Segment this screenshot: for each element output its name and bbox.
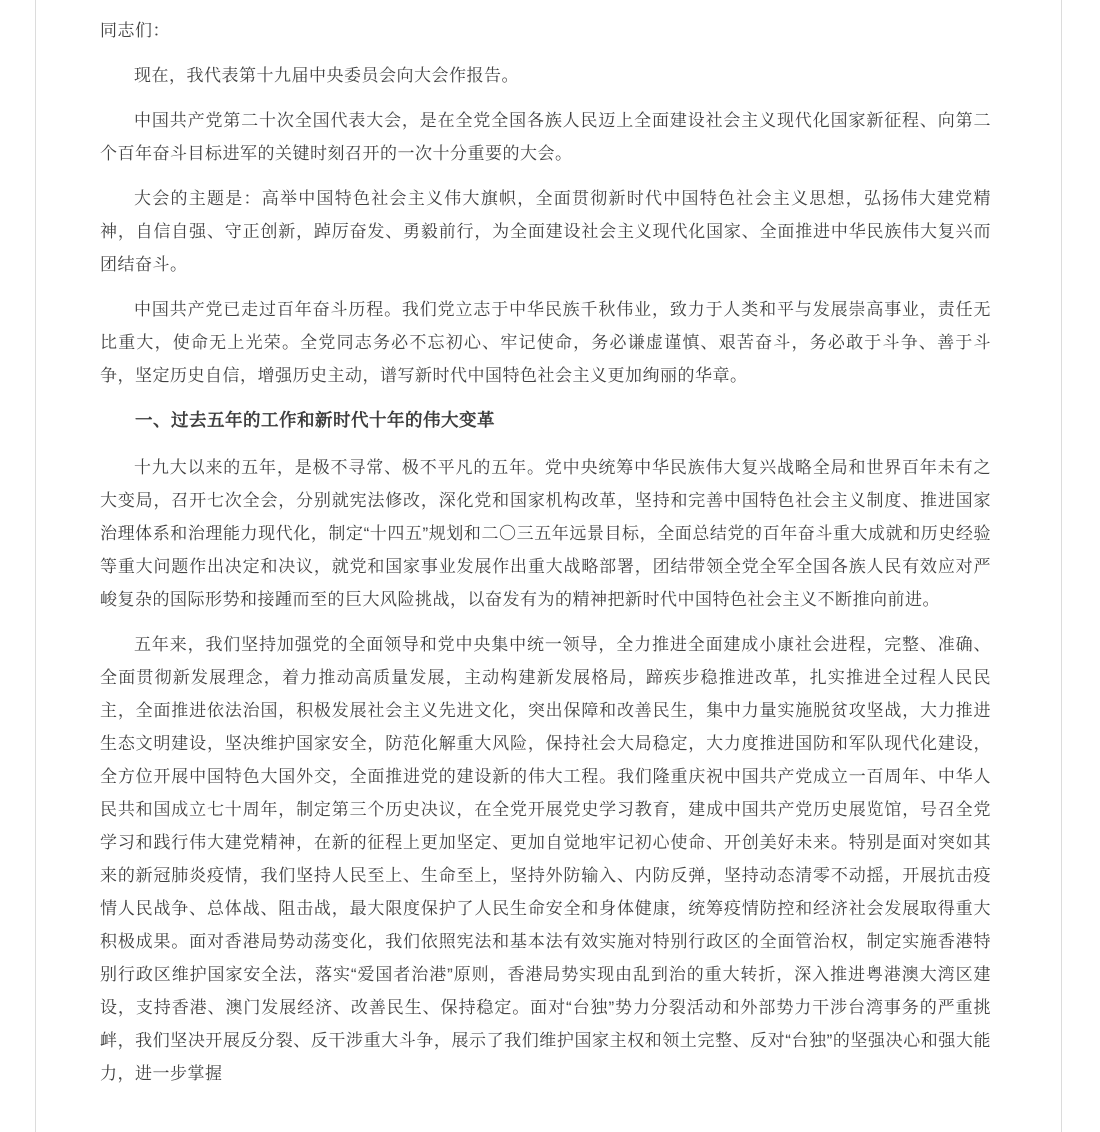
paragraph-century-journey: 中国共产党已走过百年奋斗历程。我们党立志于中华民族千秋伟业，致力于人类和平与发展崇高事业，责任无比重大，使命无上光荣。全党同志务必不忘初心、牢记使命，务必谦虚谨慎、艰苦奋斗，务必敢于斗争、善于斗争，坚定历史自信，增强历史主动，谱写新时代中国特色社会主义更加绚丽的华章。 [100,300,991,385]
paragraph-congress-theme: 大会的主题是：高举中国特色社会主义伟大旗帜，全面贯彻新时代中国特色社会主义思想，弘扬伟大建党精神，自信自强、守正创新，踔厉奋发、勇毅前行，为全面建设社会主义现代化国家、全面推进中华民族伟大复兴而团结奋斗。 [100,189,991,274]
document-page [35,0,1062,1132]
paragraph-five-years-overview: 十九大以来的五年，是极不寻常、极不平凡的五年。党中央统筹中华民族伟大复兴战略全局和世界百年未有之大变局，召开七次全会，分别就宪法修改，深化党和国家机构改革，坚持和完善中国特色社会主义制度、推进国家治理体系和治理能力现代化，制定“十四五”规划和二〇三五年远景目标，全面总结党的百年奋斗重大成就和历史经验等重大问题作出决定和决议，就党和国家事业发展作出重大战略部署，团结带领全党全军全国各族人民有效应对严峻复杂的国际形势和接踵而至的巨大风险挑战，以奋发有为的精神把新时代中国特色社会主义不断推向前进。 [100,458,991,609]
salutation: 同志们： [100,21,170,40]
paragraph-report-intro: 现在，我代表第十九届中央委员会向大会作报告。 [134,66,519,85]
section-heading-part-one: 一、过去五年的工作和新时代十年的伟大变革 [135,410,495,430]
paragraph-congress-significance: 中国共产党第二十次全国代表大会，是在全党全国各族人民迈上全面建设社会主义现代化国家新征程、向第二个百年奋斗目标进军的关键时刻召开的一次十分重要的大会。 [100,111,991,163]
paragraph-five-years-achievements: 五年来，我们坚持加强党的全面领导和党中央集中统一领导，全力推进全面建成小康社会进程，完整、准确、全面贯彻新发展理念，着力推动高质量发展，主动构建新发展格局，蹄疾步稳推进改革，扎实推进全过程人民民主，全面推进依法治国，积极发展社会主义先进文化，突出保障和改善民生，集中力量实施脱贫攻坚战，大力推进生态文明建设，坚决维护国家安全，防范化解重大风险，保持社会大局稳定，大力度推进国防和军队现代化建设，全方位开展中国特色大国外交，全面推进党的建设新的伟大工程。我们隆重庆祝中国共产党成立一百周年、中华人民共和国成立七十周年，制定第三个历史决议，在全党开展党史学习教育，建成中国共产党历史展览馆，号召全党学习和践行伟大建党精神，在新的征程上更加坚定、更加自觉地牢记初心使命、开创美好未来。特别是面对突如其来的新冠肺炎疫情，我们坚持人民至上、生命至上，坚持外防输入、内防反弹，坚持动态清零不动摇，开展抗击疫情人民战争、总体战、阻击战，最大限度保护了人民生命安全和身体健康，统筹疫情防控和经济社会发展取得重大积极成果。面对香港局势动荡变化，我们依照宪法和基本法有效实施对特别行政区的全面管治权，制定实施香港特别行政区维护国家安全法，落实“爱国者治港”原则，香港局势实现由乱到治的重大转折，深入推进粤港澳大湾区建设，支持香港、澳门发展经济、改善民生、保持稳定。面对“台独”势力分裂活动和外部势力干涉台湾事务的严重挑衅，我们坚决开展反分裂、反干涉重大斗争，展示了我们维护国家主权和领土完整、反对“台独”的坚强决心和强大能力，进一步掌握 [100,635,991,1083]
